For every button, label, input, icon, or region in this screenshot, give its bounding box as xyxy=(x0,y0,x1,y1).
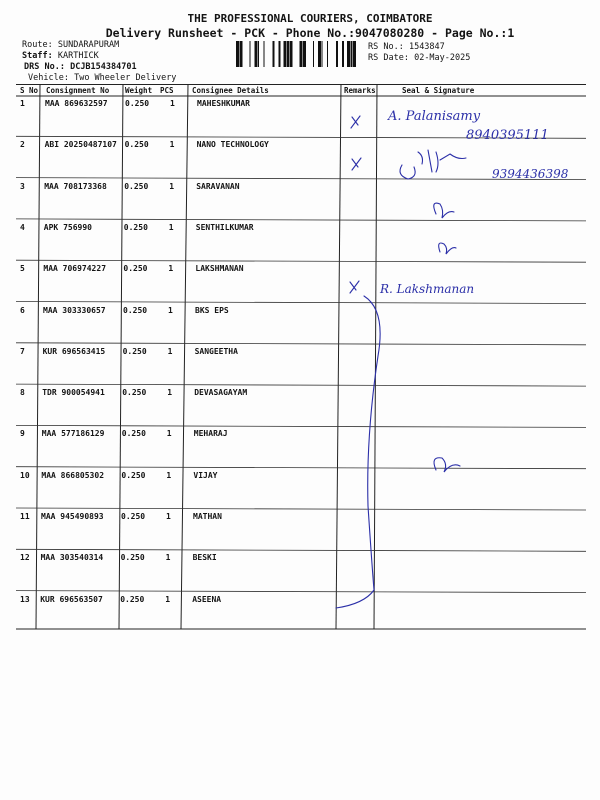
barcode-bar xyxy=(342,41,344,67)
runsheet-subtitle: Delivery Runsheet - PCK - Phone No.:9047080280 - Page No.:1 xyxy=(105,26,515,40)
row-weight: 0.250 xyxy=(120,594,145,604)
row-pcs: 1 xyxy=(169,181,175,191)
barcode-bar xyxy=(290,41,293,67)
barcode-bar xyxy=(318,41,321,67)
staff-value: KARTHICK xyxy=(57,51,99,61)
barcode-bar xyxy=(240,41,243,67)
phone-number-2: 9394436398 xyxy=(492,167,569,181)
barcode-bar xyxy=(351,41,353,67)
row-weight: 0.250 xyxy=(123,222,148,232)
row-sno: 9 xyxy=(20,429,25,439)
row-sno: 5 xyxy=(20,264,25,274)
rs-date-value: 02-May-2025 xyxy=(414,53,471,63)
row-weight: 0.250 xyxy=(123,264,148,274)
row-weight: 0.250 xyxy=(121,470,146,480)
barcode-bar xyxy=(250,41,251,67)
row-pcs: 1 xyxy=(166,470,172,480)
vehicle-value: Two Wheeler Delivery xyxy=(74,73,177,83)
barcode-bar xyxy=(353,41,356,67)
row-weight: 0.250 xyxy=(122,346,147,356)
row-divider xyxy=(16,549,586,551)
row-weight: 0.250 xyxy=(120,553,145,563)
route-label: Route: xyxy=(22,40,53,50)
row-consignment-no: KUR 696563415 xyxy=(42,346,106,356)
rs-no-line xyxy=(368,42,445,52)
row-divider xyxy=(16,136,586,138)
drs-value: DCJB154384701 xyxy=(70,62,137,72)
rs-no-label: RS No.: xyxy=(368,42,404,52)
row-weight: 0.250 xyxy=(125,99,150,108)
vehicle-label: Vehicle: xyxy=(28,73,69,83)
barcode-bar xyxy=(300,41,303,67)
row-divider xyxy=(16,219,586,221)
row-sno: 2 xyxy=(20,140,25,150)
row-consignee-name: SENTHILKUMAR xyxy=(195,222,254,232)
row-divider xyxy=(16,508,586,510)
row-pcs: 1 xyxy=(168,222,174,232)
route-value: SUNDARAPURAM xyxy=(57,40,120,50)
row-sno: 7 xyxy=(20,346,25,356)
barcode-bar xyxy=(264,41,265,67)
row-consignee-name: MAHESHKUMAR xyxy=(197,99,250,108)
row-weight: 0.250 xyxy=(122,388,147,398)
row-divider xyxy=(16,260,586,262)
drs-label: DRS No.: xyxy=(24,62,65,72)
barcode-bar xyxy=(322,41,323,67)
barcode-bar xyxy=(347,41,350,67)
row-consignment-no: MAA 945490893 xyxy=(41,512,104,521)
row-divider xyxy=(16,425,586,427)
staff-label: Staff: xyxy=(22,51,53,61)
row-consignment-no: MAA 577186129 xyxy=(41,429,105,439)
col-sno-header: S No xyxy=(20,86,39,95)
row-consignment-no: MAA 303540314 xyxy=(40,553,104,563)
barcode-bar xyxy=(279,41,281,67)
barcode-bar xyxy=(303,41,306,67)
row-sno: 3 xyxy=(20,181,25,191)
row-consignee-name: MEHARAJ xyxy=(193,429,228,439)
barcode-bar xyxy=(236,41,239,67)
row-divider xyxy=(16,302,586,304)
barcode-bar xyxy=(258,41,259,67)
row-consignee-name: BKS EPS xyxy=(195,305,229,315)
row-consignment-no: TDR 900054941 xyxy=(42,388,105,398)
row-consignment-no: ABI 20250487107 xyxy=(44,140,117,150)
rs-no-value: 1543847 xyxy=(408,42,445,52)
rs-date-label: RS Date: xyxy=(368,53,409,63)
row-weight: 0.250 xyxy=(121,512,146,521)
col-seal-header: Seal & Signature xyxy=(402,86,475,95)
row-pcs: 1 xyxy=(165,553,171,563)
row-consignee-name: VIJAY xyxy=(193,470,218,480)
row-sno: 13 xyxy=(20,594,30,604)
row-consignee-name: NANO TECHNOLOGY xyxy=(196,140,269,150)
signature-1: A. Palanisamy xyxy=(388,109,481,124)
row-sno: 1 xyxy=(20,99,25,108)
row-consignee-name: SARAVANAN xyxy=(196,181,240,191)
row-pcs: 1 xyxy=(168,264,174,274)
barcode-bar xyxy=(327,41,328,67)
row-pcs: 1 xyxy=(167,346,173,356)
row-sno: 12 xyxy=(20,553,30,563)
runsheet-table-grid xyxy=(16,84,586,630)
row-pcs: 1 xyxy=(169,140,175,150)
row-consignee-name: LAKSHMANAN xyxy=(195,264,244,274)
row-sno: 11 xyxy=(20,512,30,521)
barcode-bar xyxy=(313,41,314,67)
col-consignee-header: Consignee Details xyxy=(192,86,269,95)
drs-line xyxy=(24,62,137,72)
row-consignment-no: MAA 866805302 xyxy=(41,470,105,480)
barcode-bar xyxy=(255,41,258,67)
row-consignment-no: MAA 869632597 xyxy=(45,99,108,108)
company-name: THE PROFESSIONAL COURIERS, COIMBATORE xyxy=(187,12,433,25)
row-pcs: 1 xyxy=(167,388,173,398)
row-consignment-no: MAA 706974227 xyxy=(43,264,107,274)
row-pcs: 1 xyxy=(166,429,172,439)
row-sno: 6 xyxy=(20,305,25,315)
row-pcs: 1 xyxy=(168,305,173,315)
route-line xyxy=(22,40,119,50)
row-weight: 0.250 xyxy=(123,305,148,315)
row-consignee-name: ASEENA xyxy=(192,594,222,604)
row-consignment-no: MAA 303330657 xyxy=(43,305,106,315)
row-consignment-no: APK 756990 xyxy=(43,222,92,232)
row-sno: 10 xyxy=(20,470,30,480)
row-consignment-no: MAA 708173368 xyxy=(44,181,107,191)
row-weight: 0.250 xyxy=(121,429,146,439)
row-divider xyxy=(16,178,586,180)
rs-date-line xyxy=(368,53,470,63)
row-consignment-no: KUR 696563507 xyxy=(40,594,103,604)
row-pcs: 1 xyxy=(170,99,175,108)
row-pcs: 1 xyxy=(166,512,171,521)
phone-number-1: 8940395111 xyxy=(466,128,549,143)
row-consignee-name: MATHAN xyxy=(193,512,222,521)
row-consignee-name: BESKI xyxy=(192,553,217,563)
row-divider xyxy=(16,591,586,593)
row-divider xyxy=(16,384,586,386)
row-divider xyxy=(16,467,586,469)
row-divider xyxy=(16,343,586,345)
row-weight: 0.250 xyxy=(124,181,149,191)
signature-5: R. Lakshmanan xyxy=(380,282,475,296)
barcode-bar xyxy=(284,41,287,67)
barcode-bar xyxy=(287,41,289,67)
row-pcs: 1 xyxy=(165,594,171,604)
vehicle-line xyxy=(28,73,176,83)
row-weight: 0.250 xyxy=(124,140,149,150)
col-remarks-header: Remarks xyxy=(344,86,376,95)
col-pcs-header: PCS xyxy=(160,86,174,95)
row-sno: 8 xyxy=(20,388,25,398)
barcode-image xyxy=(236,41,360,67)
row-consignee-name: DEVASAGAYAM xyxy=(194,388,248,398)
barcode-bar xyxy=(273,41,275,67)
col-consignment-header: Consignment No xyxy=(46,86,110,95)
barcode-bar xyxy=(336,41,338,67)
row-consignee-name: SANGEETHA xyxy=(194,346,238,356)
staff-line xyxy=(22,51,99,61)
col-weight-header: Weight xyxy=(125,86,153,95)
row-sno: 4 xyxy=(20,222,25,232)
